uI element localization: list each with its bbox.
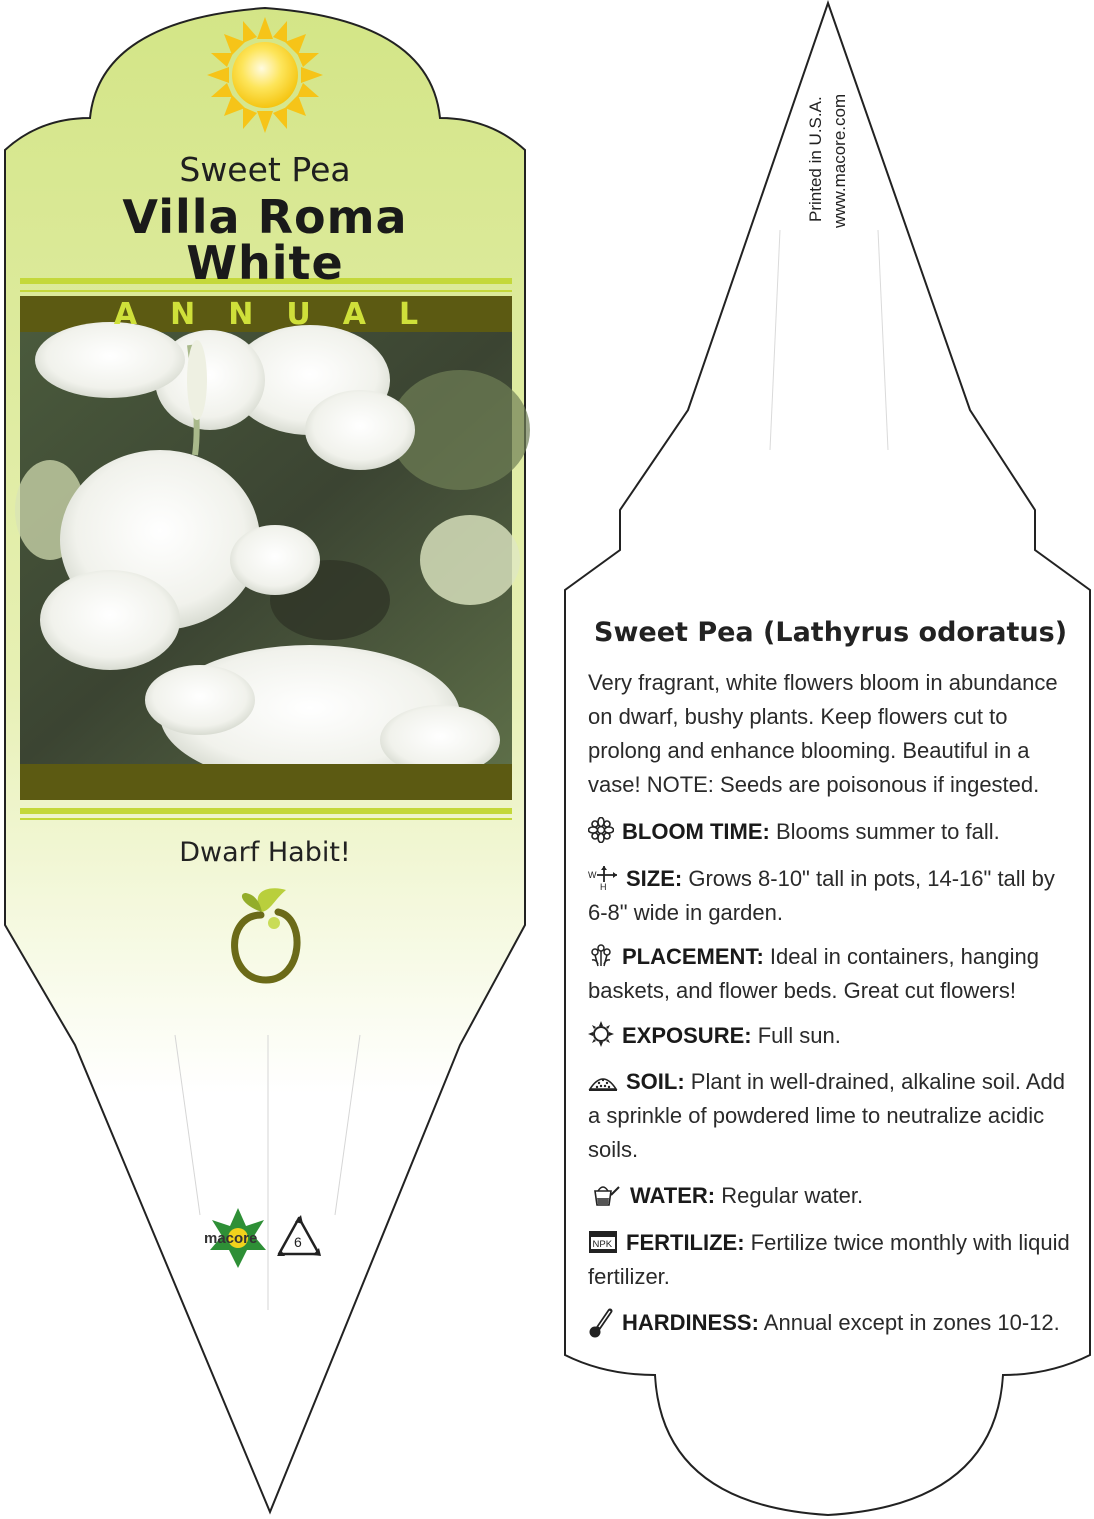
care-size: W H SIZE: Grows 8-10" tall in pots, 14-16" tall by 6-8" wide in garden. xyxy=(588,866,1055,925)
website-label: www.macore.com xyxy=(830,93,849,228)
recycle-number: 6 xyxy=(294,1234,302,1250)
thermometer-icon xyxy=(588,1308,614,1338)
feature-callout: Dwarf Habit! xyxy=(179,837,351,868)
variety-name-line1: Villa Roma xyxy=(122,190,408,244)
sun-graphic xyxy=(207,17,323,133)
care-exposure: EXPOSURE: Full sun. xyxy=(588,1019,1070,1053)
care-hardiness: HARDINESS: Annual except in zones 10-12. xyxy=(588,1306,1070,1340)
care-fertilize: NPK FERTILIZE: Fertilize twice monthly with liquid fertilizer. xyxy=(588,1230,1070,1289)
placement-flowers-icon xyxy=(588,942,614,968)
svg-text:NPK: NPK xyxy=(592,1239,613,1250)
sun-icon xyxy=(588,1021,614,1047)
care-water: WATER: Regular water. xyxy=(588,1179,1070,1213)
plant-title: Sweet Pea (Lathyrus odoratus) xyxy=(594,617,1068,648)
npk-icon xyxy=(588,1228,618,1254)
flower-icon xyxy=(588,817,614,843)
variety-name-line2: White xyxy=(186,236,344,290)
printed-in-label: Printed in U.S.A. xyxy=(806,96,825,222)
common-name: Sweet Pea xyxy=(179,150,351,189)
category-label: ANNUAL xyxy=(113,297,452,332)
flower-photo xyxy=(15,322,530,785)
svg-text:W: W xyxy=(588,870,597,880)
care-bloom-time: BLOOM TIME: Blooms summer to fall. xyxy=(588,815,1070,849)
care-placement: PLACEMENT: Ideal in containers, hanging baskets, and flower beds. Great cut flowers! xyxy=(588,944,1039,1003)
size-arrows-icon xyxy=(588,864,618,890)
plant-description: Very fragrant, white flowers bloom in abundance on dwarf, bushy plants. Keep flowers cut to prolong and enhance blooming. Beautiful in a vase! NOTE: Seeds are poisonous if ingested. xyxy=(588,670,1058,797)
svg-text:H: H xyxy=(600,882,607,890)
brand-name: macore xyxy=(204,1230,258,1247)
soil-icon xyxy=(588,1067,618,1093)
watering-can-icon xyxy=(588,1181,622,1207)
care-soil: SOIL: Plant in well-drained, alkaline soil. Add a sprinkle of powdered lime to neutralize acidic soils. xyxy=(588,1069,1065,1162)
